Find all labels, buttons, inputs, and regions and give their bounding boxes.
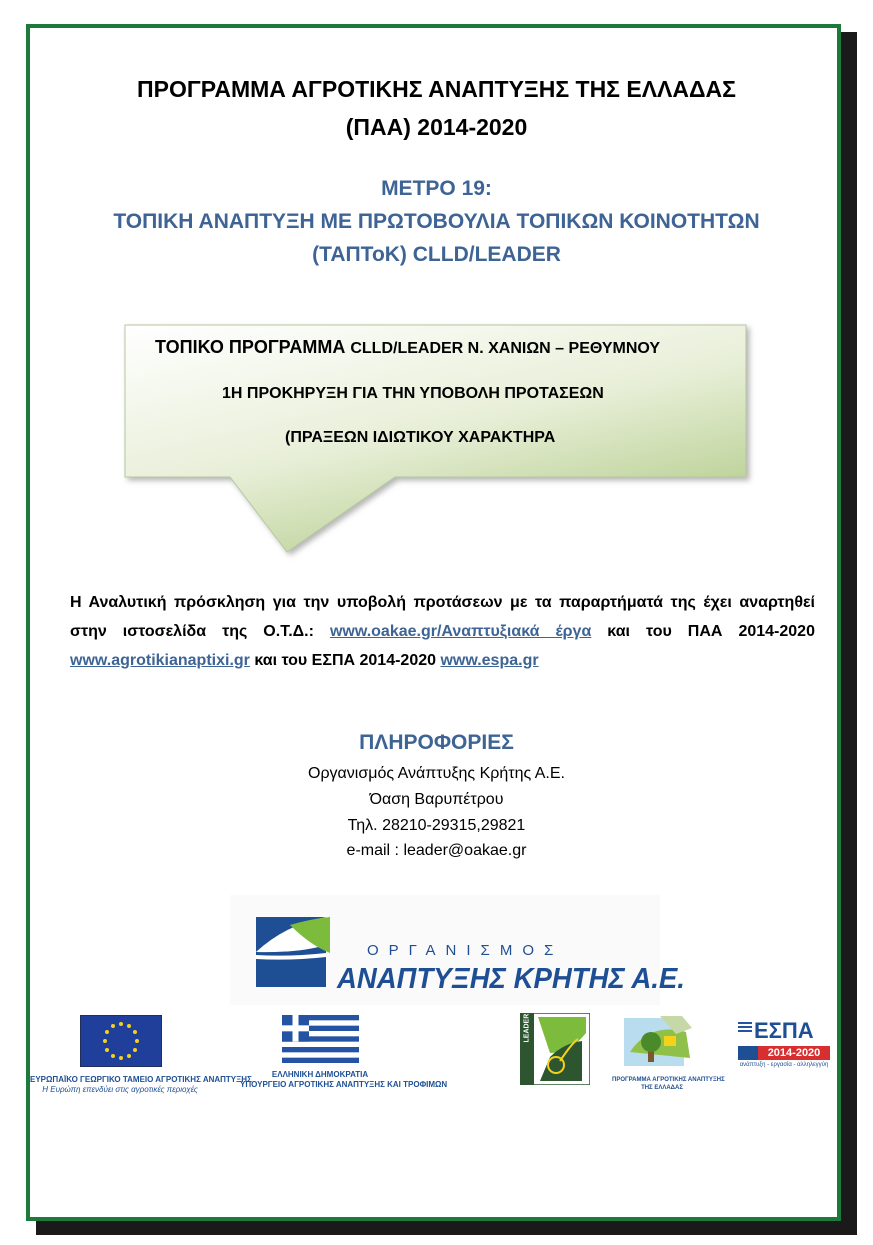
measure-subtitle: ΤΟΠΙΚΗ ΑΝΑΠΤΥΞΗ ΜΕ ΠΡΩΤΟΒΟΥΛΙΑ ΤΟΠΙΚΩΝ ΚΟΙΝΟΤΗΤΩΝ: [113, 210, 760, 233]
espa-logo: [738, 1018, 830, 1078]
program-title-line2: (ΠΑΑ) 2014-2020: [345, 114, 528, 140]
paa-caption: ΠΡΟΓΡΑΜΜΑ ΑΓΡΟΤΙΚΗΣ ΑΝΑΠΤΥΞΗΣ ΤΗΣ ΕΛΛΑΔΑΣ: [612, 1077, 725, 1091]
callout-line3: (ΠΡΑΞΕΩΝ ΙΔΙΩΤΙΚΟΥ ΧΑΡΑΚΤΗΡΑ: [285, 429, 556, 446]
announcement-paragraph: [70, 588, 815, 675]
eu-caption: ΕΥΡΩΠΑΪΚΟ ΓΕΩΡΓΙΚΟ ΤΑΜΕΙΟ ΑΓΡΟΤΙΚΗΣ ΑΝΑΠΤΥΞΗΣ Η Ευρώπη επενδύει στις αγροτικές περιοχές: [30, 1075, 252, 1094]
info-email: e-mail : leader@oakae.gr: [346, 842, 527, 859]
announcement-text-1: Η Αναλυτική πρόσκληση για την υποβολή προτάσεων με τα παραρτήματά της έχει αναρτηθεί στην ιστοσελίδα της Ο.Τ.Δ.:: [70, 594, 815, 640]
info-address: Όαση Βαρυπέτρου: [369, 791, 504, 808]
paa-logo-icon: [620, 1012, 700, 1074]
announcement-text-3: και του ΕΣΠΑ 2014-2020: [249, 652, 441, 669]
oak-logo-line1: ΟΡΓΑΝΙΣΜΟΣ: [367, 942, 564, 959]
gr-ministry-caption: ΕΛΛΗΝΙΚΗ ΔΗΜΟΚΡΑΤΙΑ ΥΠΟΥΡΓΕΙΟ ΑΓΡΟΤΙΚΗΣ ΑΝΑΠΤΥΞΗΣ ΚΑΙ ΤΡΟΦΙΜΩΝ: [240, 1070, 448, 1089]
measure-title: ΜΕΤΡΟ 19:: [381, 177, 492, 200]
info-phone: Τηλ. 28210-29315,29821: [347, 817, 526, 834]
callout-line1: ΤΟΠΙΚΟ ΠΡΟΓΡΑΜΜΑ CLLD/LEADER Ν. ΧΑΝΙΩΝ – ΡΕΘΥΜΝΟΥ: [155, 337, 661, 357]
leader-logo-text: LEADER: [523, 1013, 531, 1043]
greek-flag-icon: [282, 1015, 359, 1063]
espa-subtitle: ανάπτυξη - εργασία - αλληλεγγύη: [739, 1062, 829, 1068]
link-espa[interactable]: www.espa.gr: [440, 652, 539, 669]
link-agrotikianaptixi[interactable]: www.agrotikianaptixi.gr: [70, 652, 250, 669]
espa-flag-icon: [738, 1022, 752, 1034]
espa-years: 2014-2020: [758, 1046, 830, 1060]
oak-logo-line2: ΑΝΑΠΤΥΞΗΣ ΚΡΗΤΗΣ Α.Ε.: [337, 963, 685, 995]
info-heading: ΠΛΗΡΟΦΟΡΙΕΣ: [359, 731, 514, 754]
info-organization: Οργανισμός Ανάπτυξης Κρήτης Α.Ε.: [308, 765, 565, 782]
link-oakae[interactable]: www.oakae.gr/Αναπτυξιακά έργα: [329, 623, 592, 640]
leader-logo-icon: [520, 1013, 590, 1085]
eu-flag-icon: [80, 1015, 162, 1067]
announcement-text-2: και του ΠΑΑ 2014-2020: [591, 623, 815, 640]
callout-line2: 1Η ΠΡΟΚΗΡΥΞΗ ΓΙΑ ΤΗΝ ΥΠΟΒΟΛΗ ΠΡΟΤΑΣΕΩΝ: [222, 385, 604, 402]
measure-code: (ΤΑΠΤοΚ) CLLD/LEADER: [312, 243, 561, 266]
program-title-line1: ΠΡΟΓΡΑΜΜΑ ΑΓΡΟΤΙΚΗΣ ΑΝΑΠΤΥΞΗΣ ΤΗΣ ΕΛΛΑΔΑΣ: [137, 76, 736, 102]
espa-title: ΕΣΠΑ: [754, 1018, 814, 1043]
